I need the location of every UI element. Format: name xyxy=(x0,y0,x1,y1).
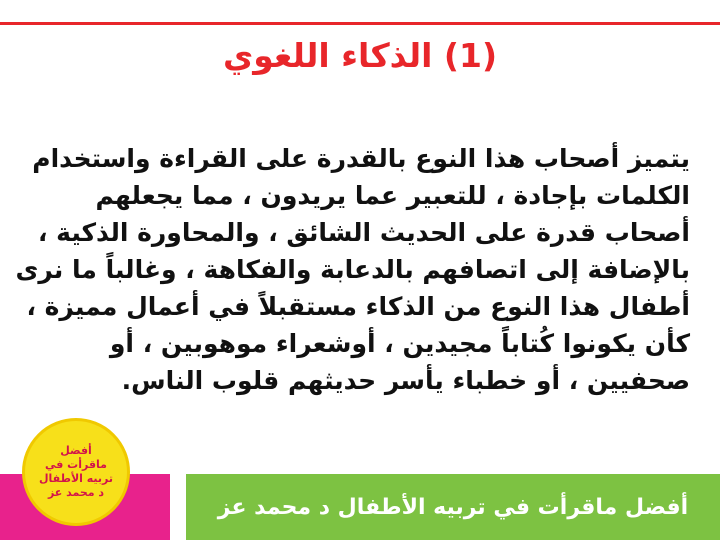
body-line: كأن يكونوا كُتاباً مجيدين ، أوشعراء موهوبين ، أو xyxy=(109,329,690,358)
badge-line: ماقرأت في xyxy=(45,458,107,471)
badge-line: تربيه الأطفال xyxy=(39,472,114,485)
top-accent-line xyxy=(0,22,720,25)
body-line: صحفيين ، أو خطباء يأسر حديثهم قلوب الناس. xyxy=(121,366,690,395)
body-line: بالإضافة إلى اتصافهم بالدعابة والفكاهة ، وغالباً ما نرى xyxy=(15,255,690,284)
body-line: أصحاب قدرة على الحديث الشائق ، والمحاورة الذكية ، xyxy=(37,218,690,247)
body-line: يتميز أصحاب هذا النوع بالقدرة على القراءة واستخدام xyxy=(32,144,690,173)
body-paragraph xyxy=(15,140,690,399)
body-line: الكلمات بإجادة ، للتعبير عما يريدون ، مما يجعلهم xyxy=(95,181,690,210)
badge-line: د محمد عز xyxy=(47,486,105,499)
circular-badge xyxy=(22,418,130,526)
page-title: (1) الذكاء اللغوي xyxy=(222,36,498,75)
badge-line: أفضل xyxy=(60,444,92,457)
footer-caption: أفضل ماقرأت في تربيه الأطفال د محمد عز xyxy=(217,494,689,520)
body-line: أطفال هذا النوع من الذكاء مستقبلاً في أعمال مميزة ، xyxy=(26,292,690,321)
